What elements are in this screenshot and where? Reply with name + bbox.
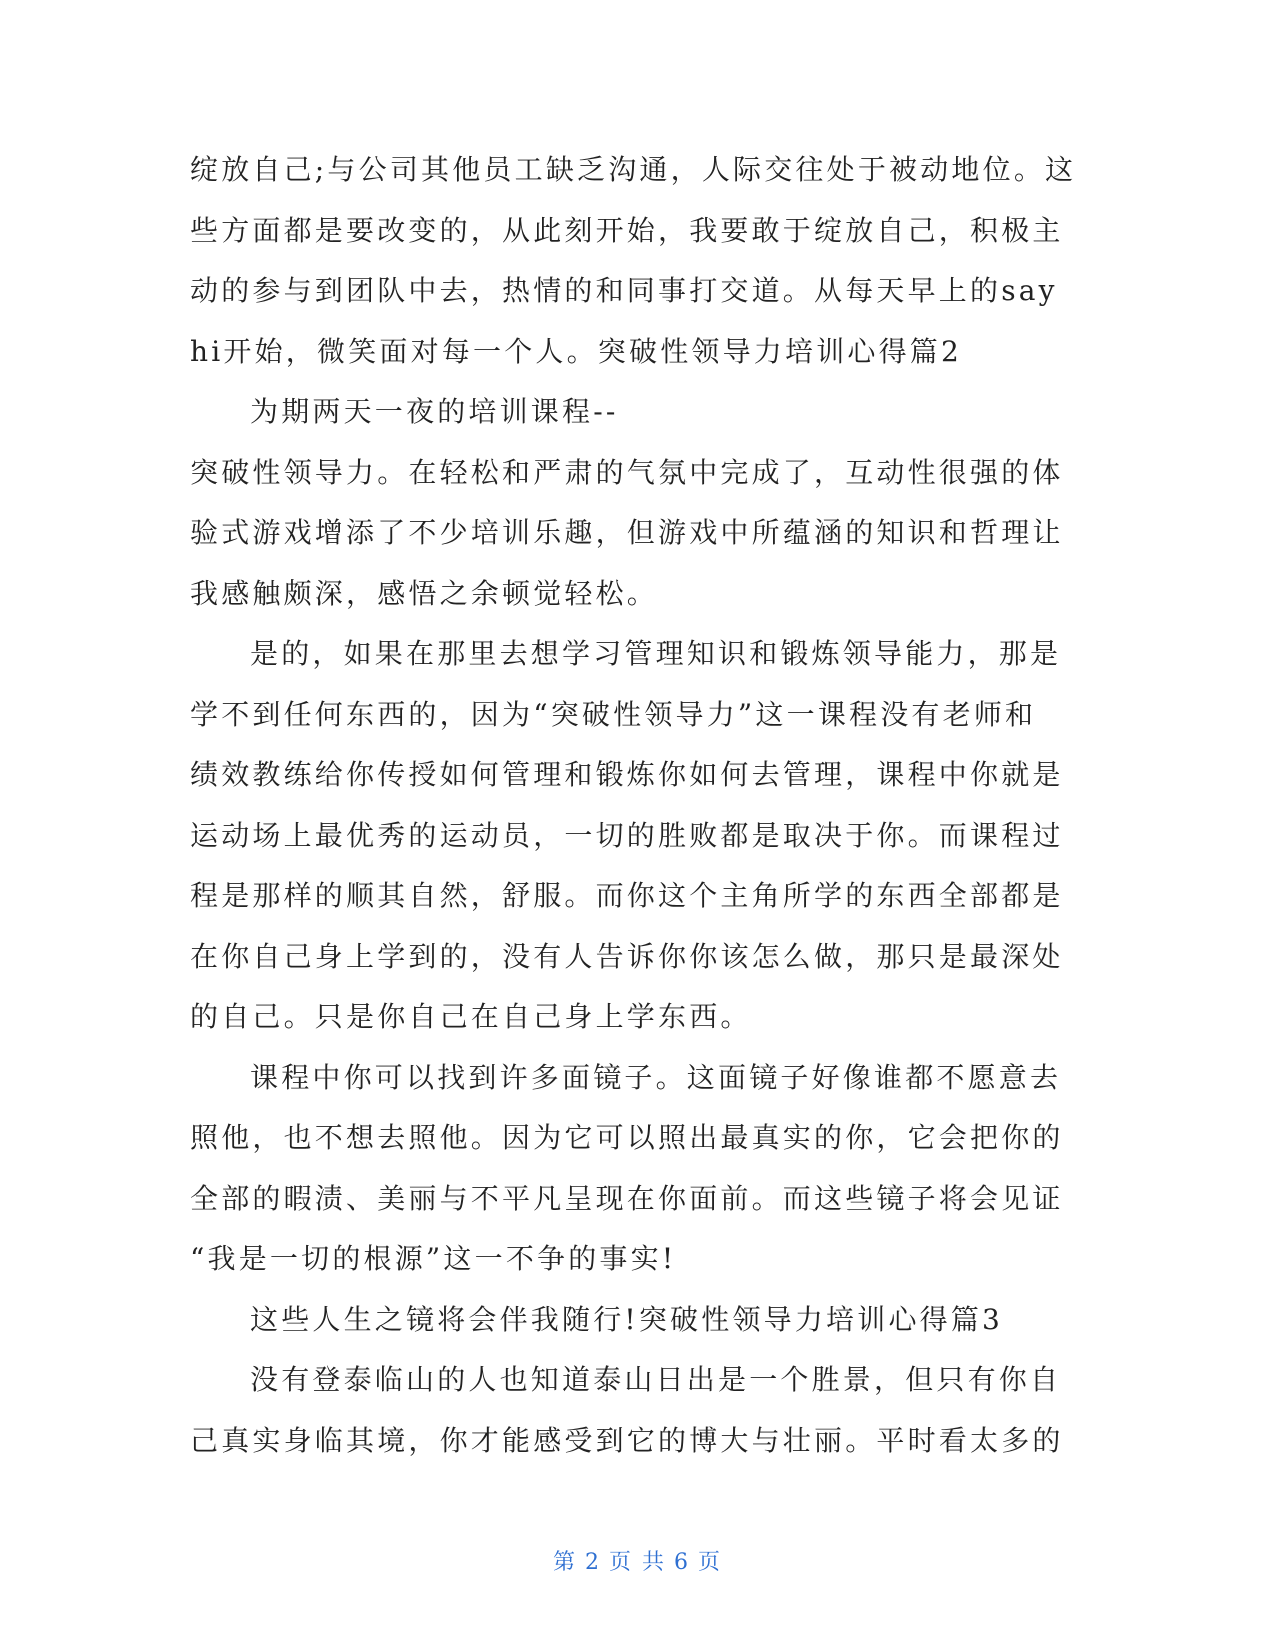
text-line: 程是那样的顺其自然，舒服。而你这个主角所学的东西全部都是 [190,879,1064,912]
text-line: 运动场上最优秀的运动员，一切的胜败都是取决于你。而课程过 [190,818,1064,852]
text-line: 的自己。只是你自己在自己身上学东西。 [190,1000,752,1033]
text-line: 动的参与到团队中去，热情的和同事打交道。从每天早上的say [190,274,1058,307]
text-line: hi开始，微笑面对每一个人。突破性领导力培训心得篇2 [190,334,963,368]
text-line: 在你自己身上学到的，没有人告诉你你该怎么做，那只是最深处 [190,939,1064,973]
text-line: 己真实身临其境，你才能感受到它的博大与壮丽。平时看太多的 [190,1423,1064,1457]
page-footer [0,1545,1275,1576]
footer-page-number: 2 [585,1550,601,1575]
text-line: 全部的暇渍、美丽与不平凡呈现在你面前。而这些镜子将会见证 [190,1181,1064,1215]
footer-prefix: 第 [552,1550,577,1575]
text-line: 绩效教练给你传授如何管理和锻炼你如何去管理，课程中你就是 [190,758,1064,791]
text-line: 为期两天一夜的培训课程-- [250,395,619,428]
text-line: 验式游戏增添了不少培训乐趣，但游戏中所蕴涵的知识和哲理让 [190,516,1064,549]
text-line: 绽放自己;与公司其他员工缺乏沟通，人际交往处于被动地位。这 [190,153,1077,186]
text-line: 学不到任何东西的，因为“突破性领导力”这一课程没有老师和 [190,697,1037,731]
footer-total-pages: 6 [674,1550,690,1575]
text-line: 没有登泰临山的人也知道泰山日出是一个胜景，但只有你自 [250,1363,1062,1396]
text-line: 些方面都是要改变的，从此刻开始，我要敢于绽放自己，积极主 [190,213,1064,247]
text-line: 是的，如果在那里去想学习管理知识和锻炼领导能力，那是 [250,637,1062,670]
text-line: 这些人生之镜将会伴我随行!突破性领导力培训心得篇3 [250,1302,1004,1336]
document-body [190,140,1077,1471]
footer-middle: 页 共 [609,1550,666,1575]
text-line: 课程中你可以找到许多面镜子。这面镜子好像谁都不愿意去 [250,1060,1062,1094]
text-line: “我是一切的根源”这一不争的事实! [190,1242,677,1275]
text-line: 突破性领导力。在轻松和严肃的气氛中完成了，互动性很强的体 [190,455,1064,489]
text-line: 照他，也不想去照他。因为它可以照出最真实的你，它会把你的 [190,1121,1064,1154]
footer-suffix: 页 [698,1550,723,1575]
text-line: 我感触颇深，感悟之余顿觉轻松。 [190,576,659,610]
